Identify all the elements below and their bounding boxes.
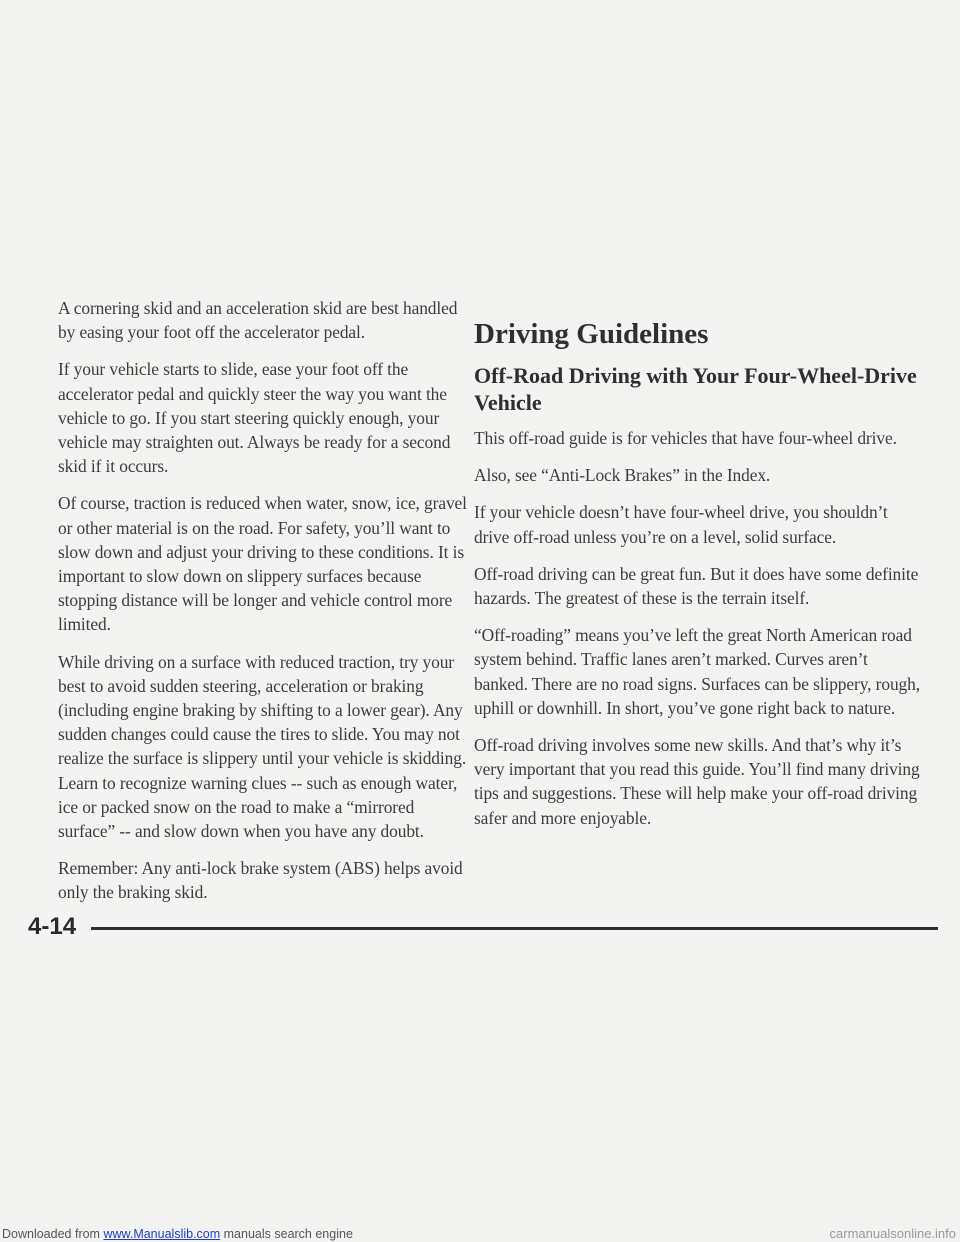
download-watermark (0, 1226, 960, 1242)
manualslib-link[interactable]: www.Manualslib.com (103, 1227, 221, 1241)
paragraph-no-4wd: If your vehicle doesn’t have four-wheel drive, you shouldn’t drive off-road unless you’re on a level, solid surface. (474, 502, 888, 547)
left-column (58, 296, 468, 918)
sub-title: Off-Road Driving with Your Four-Wheel-Drive Vehicle (474, 363, 917, 415)
watermark-right: carmanualsonline.info (829, 1226, 956, 1241)
paragraph-cornering-skid: A cornering skid and an acceleration skid are best handled by easing your foot off the accelerator pedal. (58, 298, 458, 343)
watermark-left (2, 1226, 353, 1242)
page-footer (28, 912, 938, 948)
page-number: 4-14 (28, 913, 77, 940)
paragraph-offroad-guide: This off-road guide is for vehicles that have four-wheel drive. (474, 428, 897, 448)
paragraph-slippery-surface: While driving on a surface with reduced traction, try your best to avoid sudden steering, acceleration or braking (including engine braking by shifting to a lower gear). Any sudden changes could cause the tires to slide. You may not realize the surface is slippery until your vehicle is skidding. Learn to recognize warning clues -- such as enough water, ice or packed snow on the road to make a “mirrored surface” -- and slow down when you have any doubt. (58, 651, 467, 842)
paragraph-reduced-traction: Of course, traction is reduced when water, snow, ice, gravel or other material is on the road. For safety, you’ll want to slow down and adjust your driving to these conditions. It is important to slow down on slippery surfaces because stopping distance will be longer and vehicle control more limited. (58, 493, 467, 635)
paragraph-great-fun: Off-road driving can be great fun. But it does have some definite hazards. The greatest of these is the terrain itself. (474, 563, 919, 609)
paragraph-see-abs: Also, see “Anti-Lock Brakes” in the Index. (474, 465, 771, 486)
footer-rule (91, 927, 938, 930)
right-column (474, 296, 932, 843)
paragraph-abs-reminder: Remember: Any anti-lock brake system (ABS) helps avoid only the braking skid. (58, 858, 463, 903)
watermark-prefix: Downloaded from (2, 1227, 104, 1241)
watermark-suffix: manuals search engine (220, 1227, 353, 1241)
paragraph-offroading-means: “Off-roading” means you’ve left the great North American road system behind. Traffic lanes aren’t marked. Curves aren’t banked. There are no road signs. Surfaces can be slippery, rough, uphill or downhill. In short, you’ve gone right back to nature. (474, 625, 920, 718)
paragraph-new-skills: Off-road driving involves some new skills. And that’s why it’s very important that you read this guide. You’ll find many driving tips and suggestions. These will help make your off-road driving safer and more enjoyable. (474, 735, 920, 828)
section-title: Driving Guidelines (474, 318, 709, 350)
paragraph-vehicle-slide: If your vehicle starts to slide, ease your foot off the accelerator pedal and quickly steer the way you want the vehicle to go. If you start steering quickly enough, your vehicle may straighten out. Always be ready for a second skid if it occurs. (58, 359, 451, 477)
